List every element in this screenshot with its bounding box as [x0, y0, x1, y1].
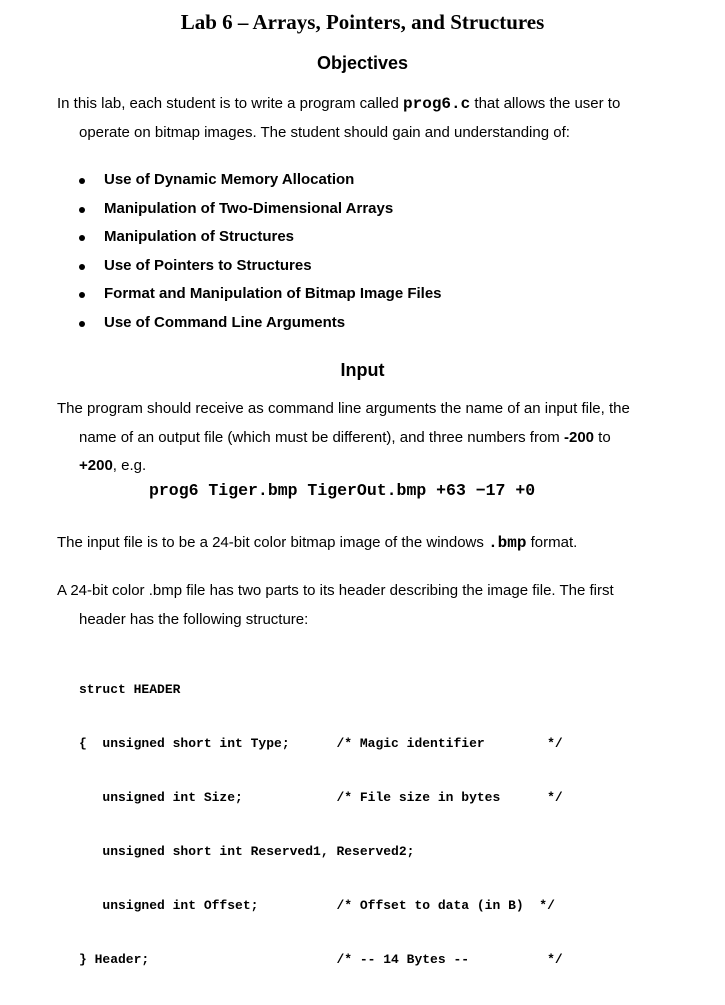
input-p2-before: The input file is to be a 24-bit color bitmap image of the windows [57, 534, 489, 551]
input-p1-line2 [57, 424, 682, 453]
intro-line-2: operate on bitmap images. The student should gain and understanding of: [79, 123, 570, 141]
list-item: Manipulation of Structures [79, 223, 442, 252]
input-paragraph-3 [57, 577, 682, 634]
input-p1-line3-text: , e.g. [112, 457, 147, 474]
intro-text-after: that allows the user to [470, 95, 621, 112]
list-item: Manipulation of Two-Dimensional Arrays [79, 195, 442, 224]
bmp-extension: .bmp [488, 534, 527, 552]
objectives-list [79, 166, 442, 337]
input-p2-after: format. [526, 534, 578, 551]
input-paragraph-2 [57, 529, 682, 558]
code-line: } Header; /* -- 14 Bytes -- */ [79, 952, 563, 967]
min-value: -200 [563, 428, 595, 446]
header-struct-code [79, 645, 563, 1005]
input-heading: Input [340, 360, 385, 380]
input-p3-line1: A 24-bit color .bmp file has two parts to its header describing the image file. The first [57, 582, 614, 599]
input-p1-line2-to: to [594, 428, 611, 446]
code-line: unsigned short int Reserved1, Reserved2; [79, 844, 415, 859]
code-line: struct HEADER [79, 682, 181, 697]
intro-text-before: In this lab, each student is to write a program called [57, 95, 404, 112]
code-line: unsigned int Size; /* File size in bytes */ [79, 790, 563, 805]
list-item: Use of Pointers to Structures [79, 252, 442, 281]
page-title: Lab 6 – Arrays, Pointers, and Structures [180, 10, 545, 34]
objectives-heading: Objectives [316, 53, 409, 73]
code-line: unsigned int Offset; /* Offset to data (in B) */ [79, 898, 555, 913]
program-name: prog6.c [403, 95, 471, 113]
code-line: { unsigned short int Type; /* Magic identifier */ [79, 736, 563, 751]
input-p1-line3 [57, 452, 682, 481]
input-p3-line2: header has the following structure: [79, 610, 309, 628]
input-p1-line1: The program should receive as command line arguments the name of an input file, the [57, 400, 630, 417]
input-p1-line2-text: name of an output file (which must be different), and three numbers from [79, 428, 564, 446]
max-value: +200 [79, 457, 113, 474]
objectives-intro [57, 90, 682, 147]
list-item: Use of Command Line Arguments [79, 309, 442, 338]
list-item: Use of Dynamic Memory Allocation [79, 166, 442, 195]
input-paragraph-1 [57, 395, 682, 481]
command-example: prog6 Tiger.bmp TigerOut.bmp +63 −17 +0 [149, 481, 536, 500]
list-item: Format and Manipulation of Bitmap Image Files [79, 280, 442, 309]
